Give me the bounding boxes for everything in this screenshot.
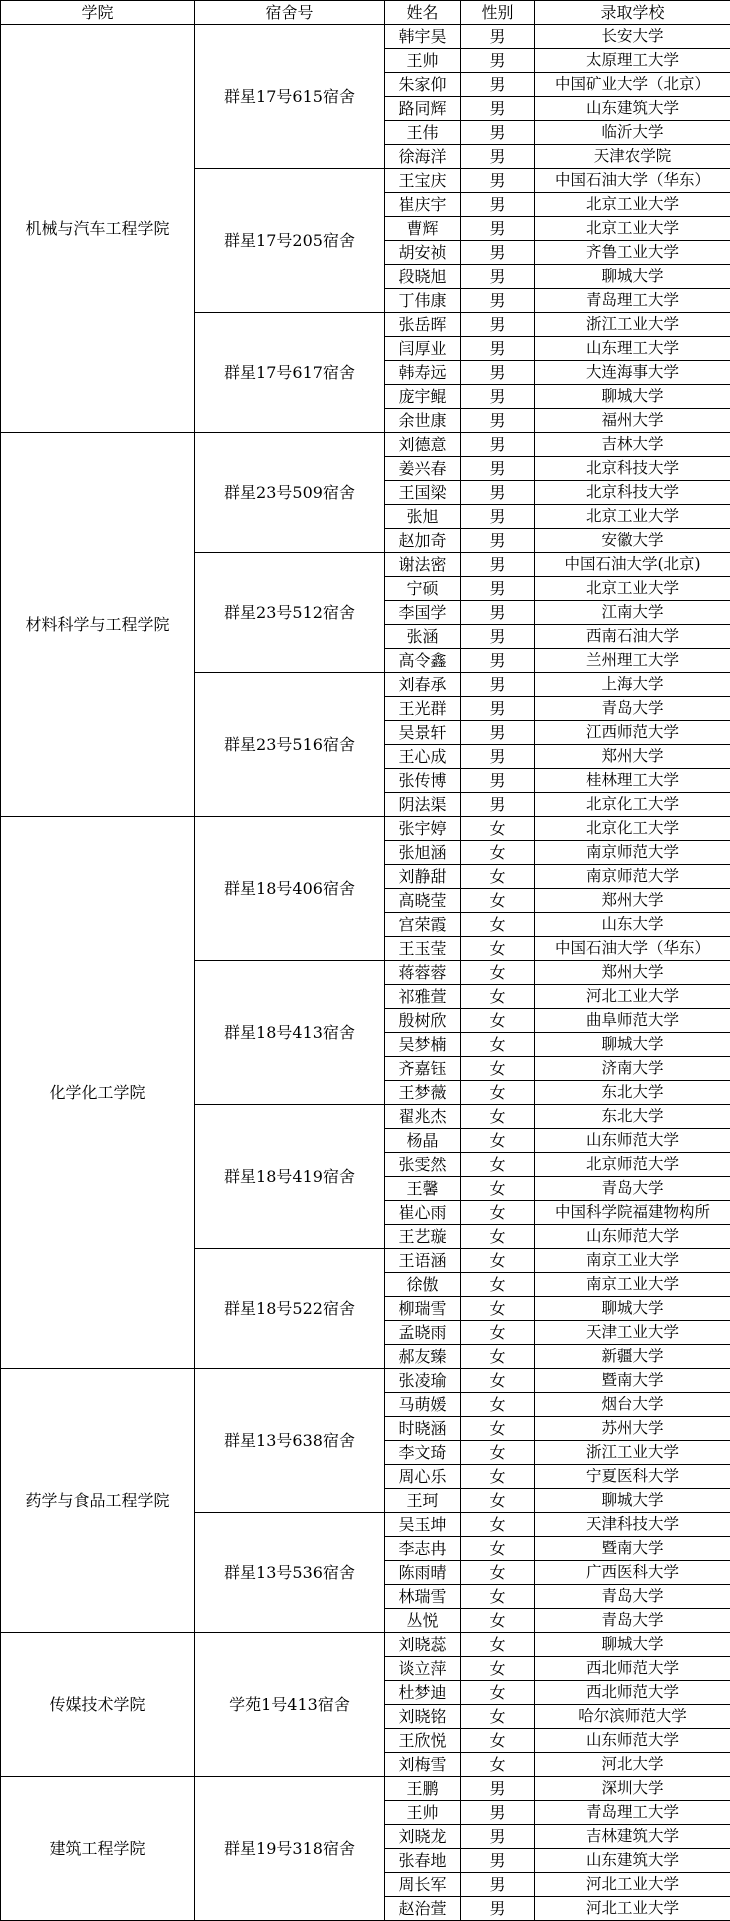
gender-cell: 女 [461,1537,535,1561]
school-cell: 聊城大学 [535,1033,730,1057]
gender-cell: 男 [461,265,535,289]
school-cell: 南京师范大学 [535,841,730,865]
name-cell: 张春地 [385,1849,461,1873]
name-cell: 时晓涵 [385,1417,461,1441]
gender-cell: 男 [461,313,535,337]
school-cell: 新疆大学 [535,1345,730,1369]
gender-cell: 女 [461,937,535,961]
school-cell: 深圳大学 [535,1777,730,1801]
gender-cell: 男 [461,97,535,121]
gender-cell: 男 [461,1801,535,1825]
name-cell: 王珂 [385,1489,461,1513]
name-cell: 王馨 [385,1177,461,1201]
gender-cell: 女 [461,865,535,889]
gender-cell: 女 [461,1753,535,1777]
gender-cell: 男 [461,457,535,481]
gender-cell: 女 [461,1033,535,1057]
table-row [1,817,730,841]
gender-cell: 女 [461,1153,535,1177]
school-cell: 苏州大学 [535,1417,730,1441]
school-cell: 中国石油大学(北京) [535,553,730,577]
gender-cell: 男 [461,529,535,553]
gender-cell: 女 [461,1729,535,1753]
name-cell: 王鹏 [385,1777,461,1801]
gender-cell: 女 [461,1465,535,1489]
name-cell: 李文琦 [385,1441,461,1465]
header-gender: 性别 [461,1,535,25]
name-cell: 王伟 [385,121,461,145]
gender-cell: 女 [461,1273,535,1297]
gender-cell: 男 [461,505,535,529]
name-cell: 王玉莹 [385,937,461,961]
gender-cell: 女 [461,1393,535,1417]
name-cell: 张宇婷 [385,817,461,841]
school-cell: 宁夏医科大学 [535,1465,730,1489]
name-cell: 张涵 [385,625,461,649]
gender-cell: 男 [461,697,535,721]
gender-cell: 男 [461,217,535,241]
school-cell: 天津农学院 [535,145,730,169]
school-cell: 山东建筑大学 [535,97,730,121]
school-cell: 西北师范大学 [535,1657,730,1681]
college-cell: 建筑工程学院 [1,1777,195,1921]
school-cell: 山东建筑大学 [535,1849,730,1873]
name-cell: 刘晓龙 [385,1825,461,1849]
name-cell: 高令鑫 [385,649,461,673]
dorm-cell: 群星23号516宿舍 [195,673,385,817]
school-cell: 北京工业大学 [535,505,730,529]
name-cell: 刘晓铭 [385,1705,461,1729]
name-cell: 刘梅雪 [385,1753,461,1777]
name-cell: 刘静甜 [385,865,461,889]
header-dorm: 宿舍号 [195,1,385,25]
school-cell: 东北大学 [535,1081,730,1105]
school-cell: 兰州理工大学 [535,649,730,673]
school-cell: 聊城大学 [535,265,730,289]
gender-cell: 男 [461,553,535,577]
gender-cell: 女 [461,1561,535,1585]
name-cell: 齐嘉钰 [385,1057,461,1081]
school-cell: 北京工业大学 [535,217,730,241]
gender-cell: 男 [461,601,535,625]
school-cell: 福州大学 [535,409,730,433]
name-cell: 王艺璇 [385,1225,461,1249]
school-cell: 南京工业大学 [535,1249,730,1273]
gender-cell: 女 [461,1009,535,1033]
dorm-cell: 群星17号615宿舍 [195,25,385,169]
gender-cell: 男 [461,337,535,361]
name-cell: 庞宇鲲 [385,385,461,409]
name-cell: 张旭 [385,505,461,529]
school-cell: 河北工业大学 [535,1897,730,1921]
gender-cell: 女 [461,841,535,865]
name-cell: 余世康 [385,409,461,433]
school-cell: 郑州大学 [535,745,730,769]
gender-cell: 女 [461,1177,535,1201]
gender-cell: 女 [461,1681,535,1705]
school-cell: 中国矿业大学（北京） [535,73,730,97]
name-cell: 王语涵 [385,1249,461,1273]
school-cell: 浙江工业大学 [535,313,730,337]
school-cell: 齐鲁工业大学 [535,241,730,265]
school-cell: 山东理工大学 [535,337,730,361]
school-cell: 南京工业大学 [535,1273,730,1297]
gender-cell: 女 [461,985,535,1009]
gender-cell: 女 [461,1249,535,1273]
gender-cell: 男 [461,433,535,457]
name-cell: 丛悦 [385,1609,461,1633]
gender-cell: 女 [461,1369,535,1393]
college-cell: 药学与食品工程学院 [1,1369,195,1633]
name-cell: 徐傲 [385,1273,461,1297]
college-cell: 材料科学与工程学院 [1,433,195,817]
name-cell: 谈立萍 [385,1657,461,1681]
name-cell: 吴玉坤 [385,1513,461,1537]
school-cell: 吉林大学 [535,433,730,457]
gender-cell: 男 [461,1849,535,1873]
school-cell: 天津科技大学 [535,1513,730,1537]
dorm-cell: 群星18号413宿舍 [195,961,385,1105]
gender-cell: 男 [461,649,535,673]
school-cell: 南京师范大学 [535,865,730,889]
table-row [1,1777,730,1801]
school-cell: 北京科技大学 [535,457,730,481]
name-cell: 蒋蓉蓉 [385,961,461,985]
table-row [1,1633,730,1657]
school-cell: 北京工业大学 [535,577,730,601]
name-cell: 殷树欣 [385,1009,461,1033]
table-row [1,433,730,457]
header-school: 录取学校 [535,1,730,25]
gender-cell: 男 [461,361,535,385]
name-cell: 刘春承 [385,673,461,697]
gender-cell: 男 [461,1873,535,1897]
name-cell: 张旭涵 [385,841,461,865]
gender-cell: 女 [461,1297,535,1321]
dorm-cell: 群星18号522宿舍 [195,1249,385,1369]
name-cell: 林瑞雪 [385,1585,461,1609]
name-cell: 宫荣霞 [385,913,461,937]
school-cell: 聊城大学 [535,1297,730,1321]
dorm-cell: 群星13号638宿舍 [195,1369,385,1513]
name-cell: 王心成 [385,745,461,769]
name-cell: 张雯然 [385,1153,461,1177]
name-cell: 张岳晖 [385,313,461,337]
gender-cell: 女 [461,1345,535,1369]
gender-cell: 女 [461,961,535,985]
dorm-cell: 群星23号512宿舍 [195,553,385,673]
name-cell: 崔心雨 [385,1201,461,1225]
name-cell: 马萌媛 [385,1393,461,1417]
name-cell: 杨晶 [385,1129,461,1153]
name-cell: 胡安祯 [385,241,461,265]
school-cell: 中国石油大学（华东） [535,169,730,193]
name-cell: 宁硕 [385,577,461,601]
school-cell: 山东大学 [535,913,730,937]
school-cell: 中国科学院福建物构所 [535,1201,730,1225]
name-cell: 王光群 [385,697,461,721]
dorm-cell: 群星19号318宿舍 [195,1777,385,1921]
school-cell: 哈尔滨师范大学 [535,1705,730,1729]
gender-cell: 女 [461,1321,535,1345]
name-cell: 张凌瑜 [385,1369,461,1393]
name-cell: 吴梦楠 [385,1033,461,1057]
gender-cell: 男 [461,49,535,73]
college-cell: 机械与汽车工程学院 [1,25,195,433]
school-cell: 天津工业大学 [535,1321,730,1345]
school-cell: 青岛大学 [535,1585,730,1609]
gender-cell: 男 [461,409,535,433]
header-row [1,1,730,25]
school-cell: 郑州大学 [535,961,730,985]
name-cell: 朱家仰 [385,73,461,97]
dorm-cell: 群星23号509宿舍 [195,433,385,553]
name-cell: 王帅 [385,49,461,73]
name-cell: 刘晓蕊 [385,1633,461,1657]
name-cell: 孟晓雨 [385,1321,461,1345]
gender-cell: 男 [461,625,535,649]
table-row [1,1369,730,1393]
school-cell: 郑州大学 [535,889,730,913]
name-cell: 王宝庆 [385,169,461,193]
gender-cell: 男 [461,193,535,217]
school-cell: 暨南大学 [535,1537,730,1561]
school-cell: 江西师范大学 [535,721,730,745]
school-cell: 长安大学 [535,25,730,49]
name-cell: 韩寿远 [385,361,461,385]
gender-cell: 女 [461,1225,535,1249]
gender-cell: 女 [461,1657,535,1681]
school-cell: 山东师范大学 [535,1729,730,1753]
name-cell: 闫厚业 [385,337,461,361]
gender-cell: 女 [461,889,535,913]
gender-cell: 女 [461,1441,535,1465]
name-cell: 杜梦迪 [385,1681,461,1705]
gender-cell: 男 [461,25,535,49]
gender-cell: 女 [461,1705,535,1729]
name-cell: 刘德意 [385,433,461,457]
gender-cell: 男 [461,1777,535,1801]
gender-cell: 女 [461,1633,535,1657]
gender-cell: 男 [461,169,535,193]
dorm-cell: 群星17号205宿舍 [195,169,385,313]
table-body [1,25,730,1921]
school-cell: 河北工业大学 [535,985,730,1009]
gender-cell: 男 [461,577,535,601]
name-cell: 周长军 [385,1873,461,1897]
school-cell: 河北工业大学 [535,1873,730,1897]
school-cell: 中国石油大学（华东） [535,937,730,961]
gender-cell: 男 [461,385,535,409]
dorm-cell: 学苑1号413宿舍 [195,1633,385,1777]
dorm-cell: 群星18号419宿舍 [195,1105,385,1249]
gender-cell: 男 [461,481,535,505]
gender-cell: 男 [461,673,535,697]
table-row [1,25,730,49]
name-cell: 翟兆杰 [385,1105,461,1129]
school-cell: 聊城大学 [535,1633,730,1657]
gender-cell: 女 [461,1513,535,1537]
gender-cell: 女 [461,1585,535,1609]
school-cell: 济南大学 [535,1057,730,1081]
name-cell: 陈雨晴 [385,1561,461,1585]
dorm-cell: 群星18号406宿舍 [195,817,385,961]
school-cell: 暨南大学 [535,1369,730,1393]
school-cell: 河北大学 [535,1753,730,1777]
name-cell: 李志冉 [385,1537,461,1561]
school-cell: 太原理工大学 [535,49,730,73]
name-cell: 李国学 [385,601,461,625]
school-cell: 浙江工业大学 [535,1441,730,1465]
school-cell: 山东师范大学 [535,1225,730,1249]
school-cell: 西南石油大学 [535,625,730,649]
name-cell: 徐海洋 [385,145,461,169]
school-cell: 山东师范大学 [535,1129,730,1153]
name-cell: 王国梁 [385,481,461,505]
name-cell: 王帅 [385,1801,461,1825]
college-cell: 化学化工学院 [1,817,195,1369]
gender-cell: 女 [461,1609,535,1633]
school-cell: 北京科技大学 [535,481,730,505]
gender-cell: 女 [461,913,535,937]
name-cell: 丁伟康 [385,289,461,313]
gender-cell: 男 [461,745,535,769]
name-cell: 谢法密 [385,553,461,577]
name-cell: 祁雅萱 [385,985,461,1009]
school-cell: 青岛理工大学 [535,1801,730,1825]
gender-cell: 女 [461,1417,535,1441]
gender-cell: 男 [461,289,535,313]
school-cell: 上海大学 [535,673,730,697]
name-cell: 郝友臻 [385,1345,461,1369]
name-cell: 赵治萱 [385,1897,461,1921]
school-cell: 吉林建筑大学 [535,1825,730,1849]
name-cell: 高晓莹 [385,889,461,913]
name-cell: 阴法渠 [385,793,461,817]
gender-cell: 男 [461,769,535,793]
gender-cell: 男 [461,241,535,265]
school-cell: 青岛大学 [535,1177,730,1201]
gender-cell: 女 [461,817,535,841]
school-cell: 安徽大学 [535,529,730,553]
school-cell: 北京师范大学 [535,1153,730,1177]
gender-cell: 男 [461,1825,535,1849]
college-cell: 传媒技术学院 [1,1633,195,1777]
school-cell: 桂林理工大学 [535,769,730,793]
school-cell: 北京化工大学 [535,817,730,841]
school-cell: 聊城大学 [535,1489,730,1513]
school-cell: 曲阜师范大学 [535,1009,730,1033]
gender-cell: 女 [461,1489,535,1513]
name-cell: 韩宇昊 [385,25,461,49]
school-cell: 东北大学 [535,1105,730,1129]
header-name: 姓名 [385,1,461,25]
school-cell: 北京化工大学 [535,793,730,817]
gender-cell: 女 [461,1057,535,1081]
school-cell: 青岛大学 [535,697,730,721]
name-cell: 段晓旭 [385,265,461,289]
name-cell: 王欣悦 [385,1729,461,1753]
school-cell: 广西医科大学 [535,1561,730,1585]
name-cell: 吴景轩 [385,721,461,745]
name-cell: 周心乐 [385,1465,461,1489]
school-cell: 江南大学 [535,601,730,625]
school-cell: 聊城大学 [535,385,730,409]
school-cell: 西北师范大学 [535,1681,730,1705]
school-cell: 大连海事大学 [535,361,730,385]
school-cell: 北京工业大学 [535,193,730,217]
name-cell: 曹辉 [385,217,461,241]
school-cell: 烟台大学 [535,1393,730,1417]
dorm-cell: 群星17号617宿舍 [195,313,385,433]
gender-cell: 男 [461,73,535,97]
name-cell: 路同辉 [385,97,461,121]
gender-cell: 男 [461,1897,535,1921]
dorm-cell: 群星13号536宿舍 [195,1513,385,1633]
name-cell: 姜兴春 [385,457,461,481]
gender-cell: 女 [461,1201,535,1225]
name-cell: 王梦薇 [385,1081,461,1105]
gender-cell: 男 [461,793,535,817]
school-cell: 青岛大学 [535,1609,730,1633]
name-cell: 柳瑞雪 [385,1297,461,1321]
gender-cell: 男 [461,145,535,169]
name-cell: 赵加奇 [385,529,461,553]
school-cell: 临沂大学 [535,121,730,145]
gender-cell: 女 [461,1081,535,1105]
name-cell: 张传博 [385,769,461,793]
gender-cell: 女 [461,1129,535,1153]
gender-cell: 男 [461,121,535,145]
name-cell: 崔庆宇 [385,193,461,217]
gender-cell: 女 [461,1105,535,1129]
gender-cell: 男 [461,721,535,745]
school-cell: 青岛理工大学 [535,289,730,313]
header-college: 学院 [1,1,195,25]
